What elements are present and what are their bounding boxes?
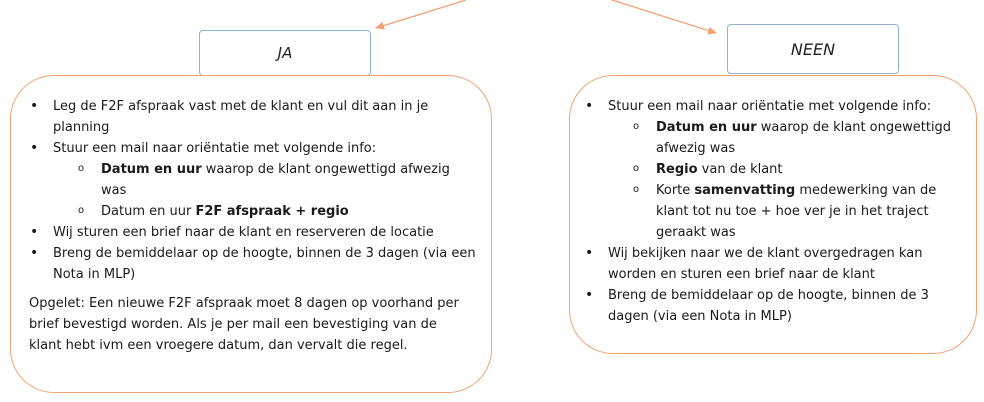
- neen-label-box: [727, 24, 899, 74]
- ja-bullet-text: Leg de F2F afspraak vast met de klant en vul dit aan in je planning: [53, 99, 429, 135]
- ja-sub-bold: F2F afspraak + regio: [195, 204, 349, 219]
- ja-bullet-list: [29, 96, 479, 285]
- arrow-to-ja: [376, 0, 466, 28]
- ja-sub-list: [53, 159, 479, 222]
- neen-sub-text: van de klant: [697, 162, 783, 177]
- ja-bullet-text: Wij sturen een brief naar de klant en reserveren de locatie: [53, 225, 434, 240]
- neen-sub-text: medewerking van de klant tot nu toe + hoe ver je in het traject geraakt was: [656, 183, 937, 240]
- neen-sub-item: [608, 180, 964, 243]
- neen-sub-bold: samenvatting: [694, 183, 796, 198]
- neen-bullet-list: [584, 96, 964, 327]
- neen-sub-item: [608, 117, 964, 159]
- neen-bullet-text: Breng de bemiddelaar op de hoogte, binnen de 3 dagen (via een Nota in MLP): [608, 288, 929, 324]
- neen-label: NEEN: [790, 39, 836, 59]
- neen-sub-text: waarop de klant ongewettigd afwezig was: [656, 120, 952, 156]
- ja-bullet-item: [29, 138, 479, 222]
- ja-bullet-item: [29, 96, 479, 138]
- ja-bullet-text: Stuur een mail naar oriëntatie met volgende info:: [53, 141, 377, 156]
- ja-bullet-item: [29, 222, 479, 243]
- neen-sub-bold: Regio: [656, 162, 698, 177]
- ja-sub-text: waarop de klant ongewettigd afwezig was: [101, 162, 450, 198]
- ja-sub-bold: Datum en uur: [101, 162, 202, 177]
- neen-card: [569, 75, 977, 354]
- neen-sub-text: Korte: [656, 183, 695, 198]
- neen-sub-item: [608, 159, 964, 180]
- neen-bullet-item: [584, 285, 964, 327]
- neen-bullet-item: [584, 243, 964, 285]
- arrow-to-neen: [612, 0, 716, 33]
- ja-sub-item: [53, 201, 479, 222]
- neen-bullet-item: [584, 96, 964, 243]
- ja-sub-text: Datum en uur: [101, 204, 196, 219]
- ja-card: [10, 75, 492, 393]
- ja-label-box: [199, 30, 371, 76]
- ja-bullet-text: Breng de bemiddelaar op de hoogte, binnen de 3 dagen (via een Nota in MLP): [53, 246, 476, 282]
- neen-sub-bold: Datum en uur: [656, 120, 757, 135]
- ja-note: Opgelet: Een nieuwe F2F afspraak moet 8 dagen op voorhand per brief bevestigd worden. Als je per mail een bevestiging van de klant hebt ivm een vroegere datum, dan vervalt die regel.: [29, 296, 459, 353]
- ja-sub-item: [53, 159, 479, 201]
- neen-bullet-text: Stuur een mail naar oriëntatie met volgende info:: [608, 99, 932, 114]
- neen-sub-list: [608, 117, 964, 243]
- ja-label: JA: [277, 44, 293, 62]
- ja-bullet-item: [29, 243, 479, 285]
- neen-bullet-text: Wij bekijken naar we de klant overgedragen kan worden en sturen een brief naar de klant: [608, 246, 923, 282]
